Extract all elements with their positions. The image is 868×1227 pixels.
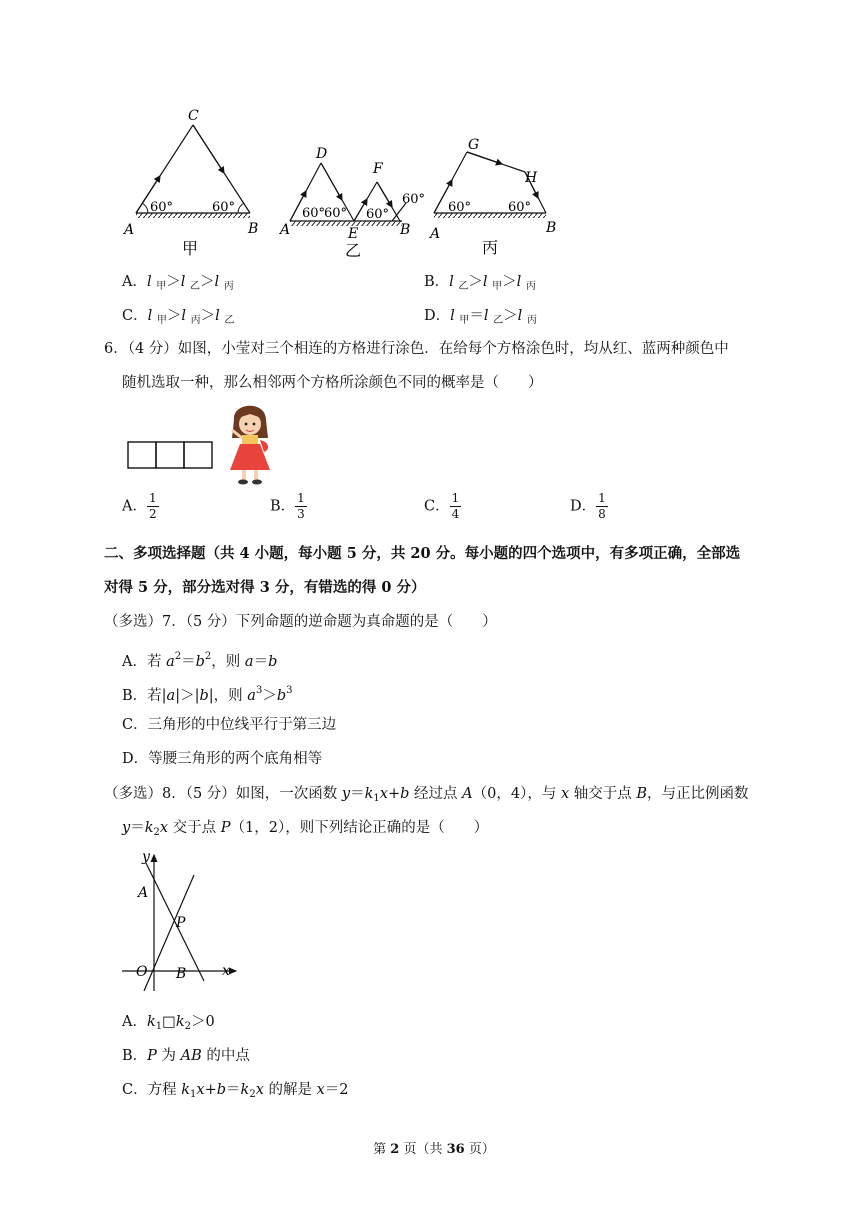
graph-label-x: x [222, 963, 230, 979]
jia-caption: 甲 [182, 239, 199, 258]
figure-jia [122, 108, 258, 258]
q6-stem-line2: 随机选取一种，那么相邻两个方格所涂颜色不同的概率是（ ） [122, 375, 543, 391]
q6-option-a[interactable]: A． $\frac{1}{2}$ [122, 491, 157, 521]
fraction: $\frac{1}{4}$ [451, 491, 460, 521]
yi-caption: 乙 [345, 241, 362, 260]
graph-label-b: B [176, 966, 187, 982]
q6-option-d[interactable]: D． $\frac{1}{8}$ [570, 491, 606, 521]
line-ab [146, 863, 204, 981]
q8-stem-line1: （多选）8．（5 分）如图，一次函数 $y=k_1x+b$ 经过点 A（0，4），与 x 轴交于点 B，与正比例函数 [104, 786, 749, 804]
graph-label-y: y [142, 849, 150, 865]
q7-option-d[interactable]: D．等腰三角形的两个底角相等 [122, 751, 323, 767]
bing-label-h: H [525, 170, 538, 186]
q7-option-b[interactable]: B．若|a|＞|b|，则 $a^3>b^3$ [122, 685, 293, 704]
bing-caption: 丙 [482, 238, 499, 257]
q7-option-a[interactable]: A．若 $a^2=b^2$，则 a＝b [122, 651, 278, 670]
q5-option-c[interactable]: C．l $_甲$＞l $_丙$＞l $_乙$ [122, 308, 235, 326]
figure-bing [428, 137, 556, 257]
q5-option-a[interactable]: A．l $_甲$＞l $_乙$＞l $_丙$ [122, 274, 234, 292]
section2-heading-line1: 二、多项选择题（共 4 小题，每小题 5 分，共 20 分。每小题的四个选项中，有多项正确，全部选 [104, 545, 741, 562]
q8-graph [118, 845, 242, 995]
yi-label-d: D [316, 146, 328, 162]
bing-label-a: A [430, 226, 441, 242]
three-squares [128, 442, 212, 468]
bing-label-b: B [546, 220, 557, 236]
bing-label-g: G [468, 137, 480, 153]
q5-figures [0, 100, 868, 270]
jia-label-a: A [124, 222, 135, 238]
jia-label-c: C [188, 108, 199, 124]
q7-option-c[interactable]: C．三角形的中位线平行于第三边 [122, 717, 337, 733]
jia-angle-left: 60° [150, 200, 174, 215]
figure-yi [278, 146, 425, 260]
jia-label-b: B [248, 221, 259, 237]
q5-option-d[interactable]: D．l $_甲$＝l $_乙$＞l $_丙$ [424, 308, 537, 326]
q8-option-b[interactable]: B．P 为 AB 的中点 [122, 1048, 250, 1064]
fraction: $\frac{1}{8}$ [598, 491, 606, 521]
q6-stem-line1: 6．（4 分）如图，小莹对三个相连的方格进行涂色．在给每个方格涂色时，均从红、蓝两种颜色中 [104, 341, 729, 357]
graph-label-o: O [136, 964, 148, 980]
yi-angle-4: 60° [402, 192, 426, 207]
q6-option-b[interactable]: B． $\frac{1}{3}$ [270, 491, 305, 521]
q8-option-c[interactable]: C．方程 $k_1x+b=k_2x$ 的解是 x＝2 [122, 1082, 349, 1100]
q8-option-a[interactable]: A．$k_1□k_2>0$ [122, 1014, 215, 1032]
jia-angle-right: 60° [212, 200, 236, 215]
yi-angle-2: 60° [324, 206, 348, 221]
yi-angle-1: 60° [302, 206, 326, 221]
q8-stem-line2: $y=k_2x$ 交于点 P（1，2），则下列结论正确的是（ ） [122, 820, 489, 838]
page-footer: 第 2 页（共 36 页） [373, 1142, 495, 1157]
bing-angle-left: 60° [448, 200, 472, 215]
fraction: $\frac{1}{3}$ [297, 491, 305, 521]
q6-option-c[interactable]: C． $\frac{1}{4}$ [424, 491, 460, 521]
graph-label-p: P [176, 915, 186, 931]
fraction: $\frac{1}{2}$ [148, 491, 157, 521]
line-op [144, 875, 194, 991]
q6-figure [120, 398, 280, 490]
yi-label-e: E [348, 226, 359, 242]
girl-illustration [230, 406, 270, 485]
bing-angle-right: 60° [508, 200, 532, 215]
yi-label-a: A [280, 222, 291, 238]
yi-label-f: F [373, 161, 383, 177]
section2-heading-line2: 对得 5 分，部分选对得 3 分，有错选的得 0 分） [104, 579, 426, 596]
yi-label-b: B [400, 222, 411, 238]
q7-stem: （多选）7．（5 分）下列命题的逆命题为真命题的是（ ） [104, 614, 497, 630]
q5-option-b[interactable]: B．l $_乙$＞l $_甲$＞l $_丙$ [424, 274, 536, 292]
yi-angle-3: 60° [366, 207, 390, 222]
graph-label-a: A [138, 885, 149, 901]
